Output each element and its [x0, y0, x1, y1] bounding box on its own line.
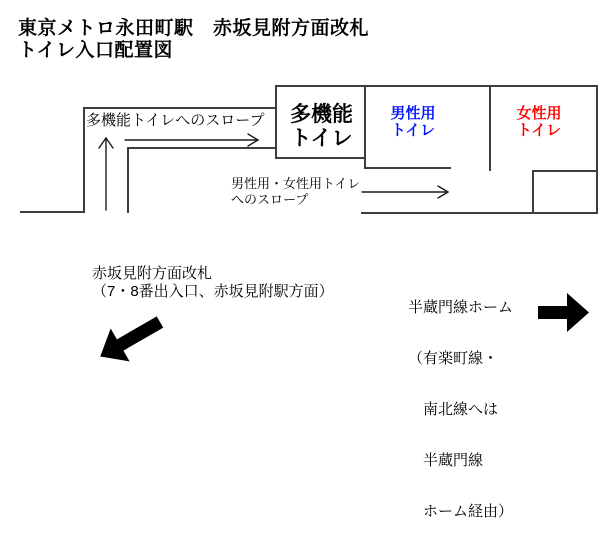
- label-multi-toilet-ramp: 多機能トイレへのスロープ: [86, 112, 265, 129]
- page-title: [18, 18, 369, 62]
- arrow-up-icon: [99, 138, 113, 210]
- arrow-right-mw-ramp-icon: [362, 186, 448, 198]
- label-hanzomon-platform: 半蔵門線ホーム （有楽町線・ 南北線へは 半蔵門線 ホーム経由）: [408, 299, 514, 520]
- arrow-right-multi-ramp-icon: [125, 134, 258, 146]
- gate-line2: （7・8番出入口、赤坂見附駅方面）: [92, 283, 334, 300]
- big-arrows: [91, 293, 589, 373]
- label-multifunction-toilet: 多機能 トイレ: [290, 103, 353, 150]
- gate-line1: 赤坂見附方面改札: [92, 265, 213, 282]
- title-line2: トイレ入口配置図: [18, 40, 174, 61]
- thick-arrow-down-left-icon: [91, 306, 170, 373]
- title-line1: 東京メトロ永田町駅 赤坂見附方面改札: [18, 18, 370, 39]
- label-mens-womens-ramp: 男性用・女性用トイレ へのスロープ: [231, 176, 361, 207]
- label-mens-toilet: 男性用 トイレ: [390, 105, 436, 139]
- label-akasakamitsuke-gate: [92, 265, 334, 301]
- thick-arrow-right-icon: [538, 293, 589, 332]
- label-womens-toilet: 女性用 トイレ: [516, 105, 562, 139]
